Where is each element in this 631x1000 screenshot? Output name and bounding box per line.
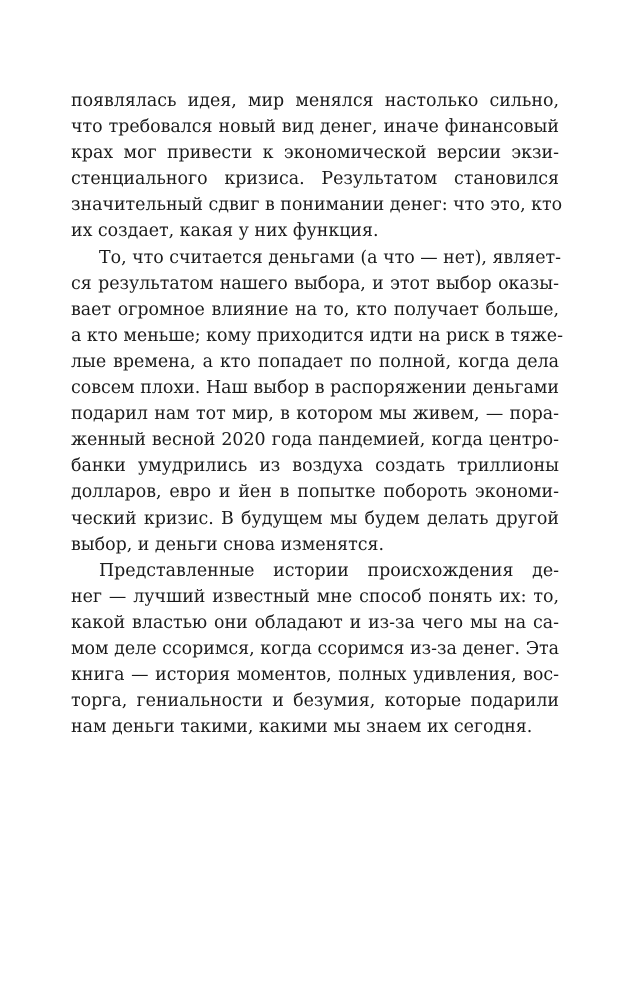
text-line: лые времена, а кто попадает по полной, когда дела bbox=[71, 351, 559, 372]
text-line: банки умудрились из воздуха создать триллионы bbox=[71, 456, 559, 477]
paragraph-3 bbox=[71, 558, 559, 741]
text-line: вает огромное влияние на то, кто получает больше, bbox=[71, 299, 559, 320]
text-line: Представленные истории происхождения де- bbox=[99, 560, 559, 581]
text-line: значительный сдвиг в понимании денег: что это, кто bbox=[71, 195, 563, 216]
text-line: мом деле ссоримся, когда ссоримся из-за денег. Эта bbox=[71, 638, 559, 659]
text-line: женный весной 2020 года пандемией, когда центро- bbox=[71, 430, 559, 451]
paragraph-1 bbox=[71, 88, 563, 245]
text-line: ся результатом нашего выбора, и этот выбор оказы- bbox=[71, 273, 559, 294]
text-line: совсем плохи. Наш выбор в распоряжении деньгами bbox=[71, 378, 559, 399]
text-line: выбор, и деньги снова изменятся. bbox=[71, 534, 384, 555]
text-line: торга, гениальности и безумия, которые подарили bbox=[71, 691, 559, 712]
text-line: появлялась идея, мир менялся настолько сильно, bbox=[71, 91, 559, 111]
paragraph-2 bbox=[71, 245, 563, 558]
text-line: ческий кризис. В будущем мы будем делать другой bbox=[71, 508, 559, 529]
text-line: их создает, какая у них функция. bbox=[71, 221, 379, 242]
body-text bbox=[71, 88, 563, 740]
text-line: стенциального кризиса. Результатом становился bbox=[71, 169, 559, 190]
text-line: а кто меньше; кому приходится идти на риск в тяже- bbox=[71, 325, 563, 346]
text-line: крах мог привести к экономической версии экзи- bbox=[71, 143, 559, 164]
text-line: долларов, евро и йен в попытке побороть экономи- bbox=[71, 482, 559, 503]
text-line: нег — лучший известный мне способ понять их: то, bbox=[71, 586, 559, 607]
text-line: подарил нам тот мир, в котором мы живем, — пора- bbox=[71, 404, 559, 425]
text-line: книга — история моментов, полных удивления, вос- bbox=[71, 665, 559, 686]
text-line: какой властью они обладают и из-за чего мы на са- bbox=[71, 612, 559, 633]
text-line: То, что считается деньгами (а что — нет), являет- bbox=[99, 247, 562, 268]
text-line: что требовался новый вид денег, иначе финансовый bbox=[71, 117, 559, 138]
text-line: нам деньги такими, какими мы знаем их сегодня. bbox=[71, 717, 533, 738]
